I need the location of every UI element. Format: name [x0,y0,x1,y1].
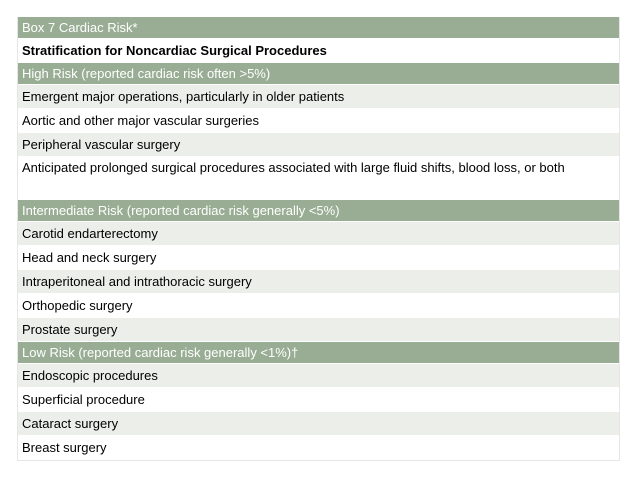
high-risk-item: Anticipated prolonged surgical procedures associated with large fluid shifts, blood loss, or both [18,157,619,200]
low-risk-header: Low Risk (reported cardiac risk generally <1%)† [18,342,619,364]
low-risk-item: Endoscopic procedures [18,364,619,388]
high-risk-item: Peripheral vascular surgery [18,133,619,157]
table-title: Box 7 Cardiac Risk* [18,17,619,39]
cardiac-risk-table [17,17,620,461]
intermediate-risk-item: Intraperitoneal and intrathoracic surgery [18,270,619,294]
low-risk-item: Superficial procedure [18,388,619,412]
intermediate-risk-item: Carotid endarterectomy [18,222,619,246]
high-risk-item: Aortic and other major vascular surgeries [18,109,619,133]
intermediate-risk-header: Intermediate Risk (reported cardiac risk generally <5%) [18,200,619,222]
table-subtitle: Stratification for Noncardiac Surgical Procedures [18,39,619,63]
intermediate-risk-item: Head and neck surgery [18,246,619,270]
intermediate-risk-item: Prostate surgery [18,318,619,342]
low-risk-item: Breast surgery [18,436,619,460]
high-risk-header: High Risk (reported cardiac risk often >5%) [18,63,619,85]
intermediate-risk-item: Orthopedic surgery [18,294,619,318]
high-risk-item: Emergent major operations, particularly in older patients [18,85,619,109]
low-risk-item: Cataract surgery [18,412,619,436]
